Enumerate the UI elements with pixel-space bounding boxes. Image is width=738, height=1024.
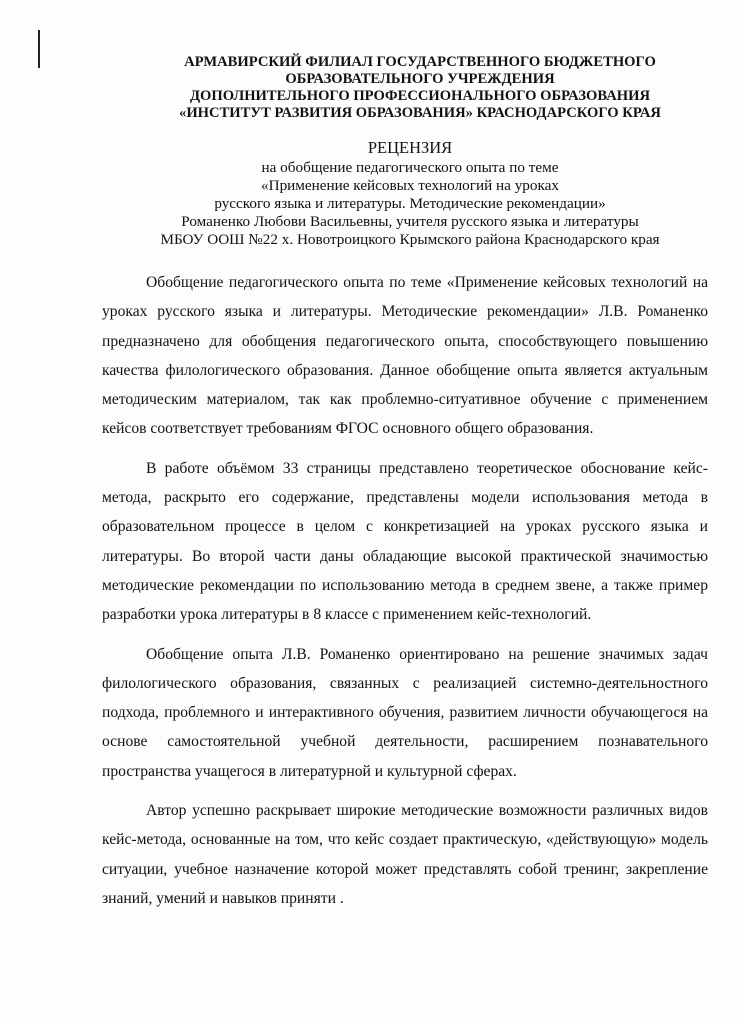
margin-pen-mark (38, 30, 40, 68)
title-line: на обобщение педагогического опыта по теме (261, 159, 559, 176)
review-heading: РЕЦЕНЗИЯ (367, 138, 453, 157)
org-line: ОБРАЗОВАТЕЛЬНОГО УЧРЕЖДЕНИЯ (285, 71, 555, 87)
body-paragraph: Автор успешно раскрывает широкие методические возможности различных видов кейс-метода, основанные на том, что кейс создает практическую, «действующую» модель ситуации, учебное назначение которой может представлять собой тренинг, закрепление знаний, умений и навыков приняти . (102, 802, 708, 907)
organization-header (150, 54, 690, 122)
review-body (102, 268, 708, 913)
review-title-block (100, 138, 720, 249)
org-line: ДОПОЛНИТЕЛЬНОГО ПРОФЕССИОНАЛЬНОГО ОБРАЗОВАНИЯ (189, 88, 651, 104)
title-line: «Применение кейсовых технологий на уроках (261, 177, 559, 194)
title-line: Романенко Любови Васильевны, учителя русского языка и литературы (181, 213, 639, 230)
body-paragraph: Обобщение опыта Л.В. Романенко ориентировано на решение значимых задач филологического образования, связанных с реализацией системно-деятельностного подхода, проблемного и интерактивного обучения, развитием личности обучающегося на основе самостоятельной учебной деятельности, расширением познавательного пространства учащегося в литературной и культурной сферах. (102, 645, 708, 780)
org-line: «ИНСТИТУТ РАЗВИТИЯ ОБРАЗОВАНИЯ» КРАСНОДАРСКОГО КРАЯ (179, 105, 661, 121)
body-paragraph: В работе объёмом 33 страницы представлено теоретическое обоснование кейс-метода, раскрыто его содержание, представлены модели использования метода в образовательном процессе в целом с конкретизацией на уроках русского языка и литературы. Во второй части даны обладающие высокой практической значимостью методические рекомендации по использованию метода в среднем звене, а также пример разработки урока литературы в 8 классе с применением кейс-технологий. (102, 459, 708, 624)
body-paragraph: Обобщение педагогического опыта по теме «Применение кейсовых технологий на уроках русского языка и литературы. Методические рекомендации» Л.В. Романенко предназначено для обобщения педагогического опыта, способствующего повышению качества филологического образования. Данное обобщение опыта является актуальным методическим материалом, так как проблемно-ситуативное обучение с применением кейсов соответствует требованиям ФГОС основного общего образования. (102, 274, 708, 438)
title-line: МБОУ ООШ №22 х. Новотроицкого Крымского района Краснодарского края (160, 231, 660, 248)
title-line: русского языка и литературы. Методические рекомендации» (214, 195, 606, 212)
org-line: АРМАВИРСКИЙ ФИЛИАЛ ГОСУДАРСТВЕННОГО БЮДЖЕТНОГО (184, 54, 656, 70)
